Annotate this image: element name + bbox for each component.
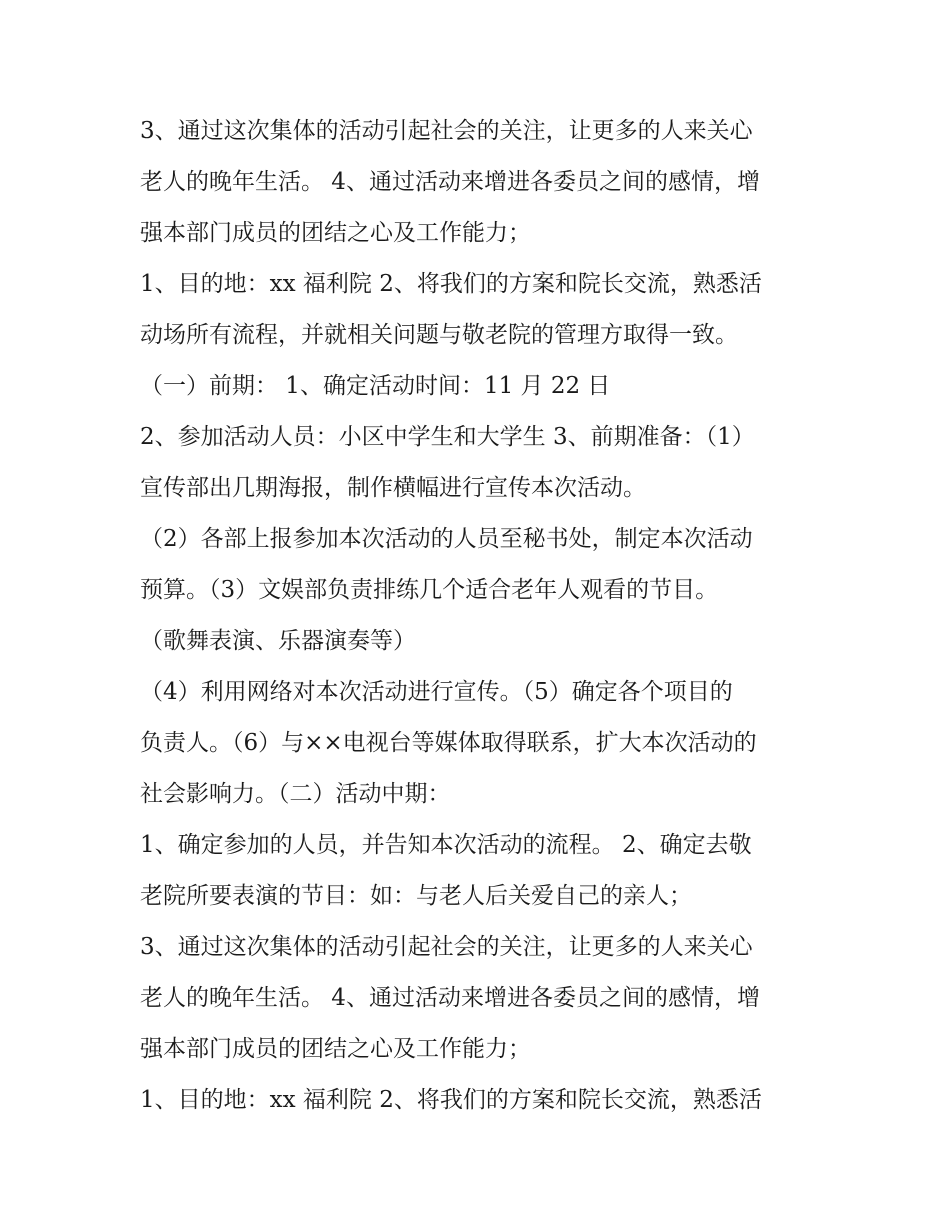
text-line-13: 负责人。（6）与××电视台等媒体取得联系，扩大本次活动的 (140, 730, 757, 756)
text-line-1: 3、通过这次集体的活动引起社会的关注，让更多的人来关心 (140, 118, 753, 144)
text-line-16: 老院所要表演的节目：如：与老人后关爱自己的亲人； (140, 883, 692, 909)
text-line-2: 老人的晚年生活。 4、通过活动来增进各委员之间的感情，增 (140, 169, 760, 195)
text-line-17: 3、通过这次集体的活动引起社会的关注，让更多的人来关心 (140, 934, 753, 960)
text-line-4: 1、目的地：xx 福利院 2、将我们的方案和院长交流，熟悉活 (140, 271, 762, 297)
text-line-11: （歌舞表演、乐器演奏等） (140, 628, 416, 654)
text-line-10: 预算。（3）文娱部负责排练几个适合老年人观看的节目。 (140, 577, 719, 603)
text-line-5: 动场所有流程，并就相关问题与敬老院的管理方取得一致。 (140, 322, 738, 348)
text-line-15: 1、确定参加的人员，并告知本次活动的流程。 2、确定去敬 (140, 832, 752, 858)
text-line-14: 社会影响力。（二）活动中期： (140, 781, 451, 807)
text-line-20: 1、目的地：xx 福利院 2、将我们的方案和院长交流，熟悉活 (140, 1087, 762, 1113)
text-line-6: （一）前期： 1、确定活动时间：11 月 22 日 (140, 373, 611, 399)
text-line-8: 宣传部出几期海报，制作横幅进行宣传本次活动。 (140, 475, 646, 501)
text-line-12: （4）利用网络对本次活动进行宣传。（5）确定各个项目的 (140, 679, 733, 705)
text-line-19: 强本部门成员的团结之心及工作能力； (140, 1036, 531, 1062)
text-line-9: （2）各部上报参加本次活动的人员至秘书处，制定本次活动 (140, 526, 753, 552)
text-line-3: 强本部门成员的团结之心及工作能力； (140, 220, 531, 246)
text-line-7: 2、参加活动人员：小区中学生和大学生 3、前期准备：（1） (140, 424, 755, 450)
text-line-18: 老人的晚年生活。 4、通过活动来增进各委员之间的感情，增 (140, 985, 760, 1011)
document-body (140, 108, 820, 1128)
